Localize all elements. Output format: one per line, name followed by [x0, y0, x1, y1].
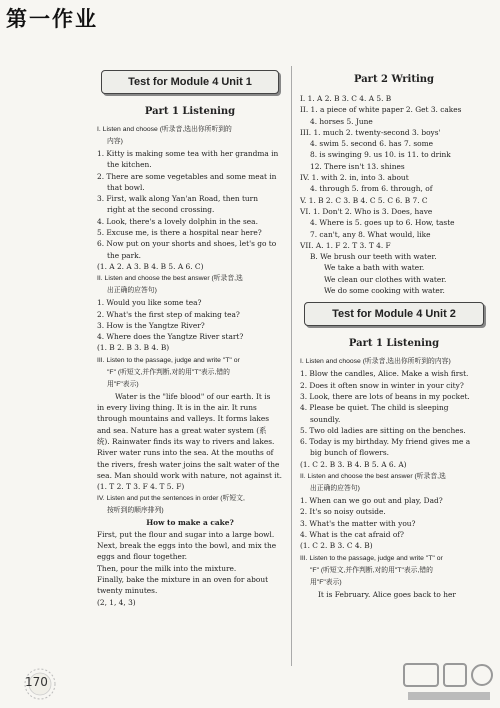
passage-line: River water runs into the sea. At the mouths of: [97, 448, 274, 458]
answer-line: 4. swim 5. second 6. has 7. some: [310, 139, 433, 149]
passage-line: Next, break the eggs into the bowl, and mix the: [97, 541, 277, 551]
section-heading: 用"F"表示): [310, 578, 342, 586]
text-line: the kitchen.: [107, 160, 152, 170]
text-line: 4. Look, there's a lovely dolphin in the sea.: [97, 216, 258, 226]
module-title-box-unit1: Test for Module 4 Unit 1: [101, 70, 279, 94]
section-listen-choose: [97, 125, 283, 272]
passage-line: Finally, bake the mixture in an oven for about: [97, 574, 269, 584]
section-heading: 用"F"表示): [107, 380, 139, 388]
text-line: 2. It's so noisy outside.: [300, 507, 386, 517]
left-column: [97, 70, 283, 608]
section-heading: 内容): [107, 138, 123, 145]
text-line: 5. Two old ladies are sitting on the benches.: [300, 425, 466, 435]
text-line: 3. How is the Yangtze River?: [97, 320, 205, 330]
answer-line: We do some cooking with water.: [324, 286, 445, 296]
section-heading: 出正确的应答句): [310, 485, 360, 493]
section-heading: 按听到的顺序排列): [107, 507, 164, 515]
answer-line: (1. B 2. B 3. B 4. B): [97, 343, 170, 353]
chapter-title: 第一作业: [6, 7, 98, 31]
section-heading: IV. Listen and put the sentences in order (听短文,: [97, 495, 245, 503]
text-line: 5. Excuse me, is there a hospital near here?: [97, 228, 262, 238]
section-listen-choose: [300, 357, 488, 470]
column-divider: [291, 66, 292, 666]
page-number-badge: [22, 666, 58, 702]
section-true-false: [300, 554, 488, 600]
text-line: 3. What's the matter with you?: [300, 518, 416, 528]
page-header: [0, 0, 500, 38]
answer-line: 4. horses 5. June: [310, 116, 373, 126]
answer-line: (2, 1, 4, 3): [97, 597, 136, 607]
text-line: that bowl.: [107, 182, 145, 192]
text-line: 6. Today is my birthday. My friend gives me a: [300, 437, 471, 447]
right-column: [300, 70, 488, 600]
passage-line: 统). Rainwater finds its way to rivers and lakes.: [97, 436, 275, 446]
answer-line: 4. Where is 5. goes up to 6. How, taste: [310, 218, 455, 228]
section-heading: III. Listen to the passage, judge and write "T" or: [300, 554, 443, 562]
passage-line: sea. Man should work with nature, not against it.: [97, 470, 282, 480]
answer-line: (1. C 2. B 3. B 4. B 5. A 6. A): [300, 459, 407, 469]
section-best-answer: [300, 472, 488, 551]
answer-line: 7. can't, any 8. What would, like: [310, 229, 431, 239]
part2-heading: Part 2 Writing: [353, 74, 435, 85]
section-heading: II. Listen and choose the best answer (听录音,选: [300, 473, 446, 481]
answer-line: (1. A 2. A 3. B 4. B 5. A 6. C): [97, 261, 204, 271]
passage-line: It is February. Alice goes back to her: [318, 589, 456, 599]
section-heading: III. Listen to the passage, judge and write "T" or: [97, 356, 240, 364]
answer-line: 8. is swinging 9. us 10. is 11. to drink: [310, 150, 451, 160]
passage-line: First, put the flour and sugar into a large bowl.: [97, 529, 275, 539]
text-line: 4. What is the cat afraid of?: [300, 529, 404, 539]
text-line: big bunch of flowers.: [310, 448, 389, 458]
answer-line: (1. C 2. B 3. C 4. B): [300, 541, 373, 551]
text-line: 1. When can we go out and play, Dad?: [300, 496, 443, 506]
passage-line: twenty minutes.: [97, 586, 158, 596]
text-line: 1. Would you like some tea?: [97, 298, 202, 308]
answer-line: VII. A. 1. F 2. T 3. T 4. F: [300, 240, 391, 250]
answer-line: B. We brush our teeth with water.: [310, 252, 437, 262]
mxqe-watermark-logo-icon: [400, 660, 496, 704]
part1-heading: Part 1 Listening: [144, 106, 236, 117]
answer-line: IV. 1. with 2. in, into 3. about: [300, 173, 409, 183]
text-line: 4. Please be quiet. The child is sleeping: [300, 403, 449, 413]
answer-line: II. 1. a piece of white paper 2. Get 3. cakes: [300, 105, 462, 115]
passage-line: Then, pour the milk into the mixture.: [97, 563, 237, 573]
answer-line: We take a bath with water.: [324, 263, 425, 273]
text-line: the park.: [107, 250, 141, 260]
section-heading: "F" (听短文,并作判断,对的用"T"表示,错的: [310, 566, 433, 574]
text-line: 1. Kitty is making some tea with her grandma in: [97, 149, 279, 158]
section-heading: I. Listen and choose (听录音,选出你所听到的内容): [300, 358, 451, 366]
passage-line: in every living thing. It is in the air. It runs: [97, 403, 257, 413]
text-line: 6. Now put on your shorts and shoes, let's go to: [97, 239, 277, 249]
answer-line: V. 1. B 2. C 3. B 4. C 5. C 6. B 7. C: [300, 195, 428, 205]
section-order: [97, 494, 283, 607]
text-line: 3. First, walk along Yan'an Road, then turn: [97, 194, 258, 204]
text-line: 1. Blow the candles, Alice. Make a wish first.: [300, 369, 469, 379]
passage-line: Water is the "life blood" of our earth. It is: [115, 391, 271, 401]
page-number: 170: [25, 675, 48, 689]
passage-line: through mountains and valleys. It forms lakes: [97, 414, 270, 424]
passage-line: eggs and flour together.: [97, 552, 187, 562]
answer-line: 12. There isn't 13. shines: [310, 161, 405, 171]
section-heading: 出正确的应答句): [107, 287, 157, 295]
section-best-answer: [97, 274, 283, 353]
section-true-false: [97, 356, 283, 493]
section-heading: "F" (听短文,并作判断,对的用"T"表示,错的: [107, 368, 230, 376]
writing-answers: [300, 93, 488, 296]
text-line: 4. Where does the Yangtze River start?: [97, 332, 244, 342]
passage-title: How to make a cake?: [146, 518, 234, 528]
answer-line: VI. 1. Don't 2. Who is 3. Does, have: [300, 206, 433, 216]
text-line: 2. There are some vegetables and some meat in: [97, 171, 277, 181]
answer-line: 4. through 5. from 6. through, of: [310, 184, 433, 194]
text-line: 2. What's the first step of making tea?: [97, 309, 240, 319]
answer-line: I. 1. A 2. B 3. C 4. A 5. B: [300, 94, 392, 103]
text-line: right at the second crossing.: [107, 205, 215, 215]
passage-line: and sea. Nature has a great water system (系: [97, 425, 267, 435]
passage-line: the rivers, fresh water joins the salt water of the: [97, 459, 280, 469]
text-line: soundly.: [310, 414, 341, 424]
section-heading: II. Listen and choose the best answer (听录音,选: [97, 275, 243, 283]
text-line: 3. Look, there are lots of beans in my pocket.: [300, 391, 470, 401]
section-heading: I. Listen and choose (听录音,选出你所听到的: [97, 126, 232, 133]
module-title-box-unit2: Test for Module 4 Unit 2: [304, 302, 484, 326]
part1-heading: Part 1 Listening: [348, 338, 440, 350]
answer-line: We clean our clothes with water.: [324, 274, 447, 284]
answer-line: (1. T 2. T 3. F 4. T 5. F): [97, 482, 185, 492]
text-line: 2. Does it often snow in winter in your city?: [300, 380, 464, 390]
answer-line: III. 1. much 2. twenty-second 3. boys': [300, 127, 441, 137]
